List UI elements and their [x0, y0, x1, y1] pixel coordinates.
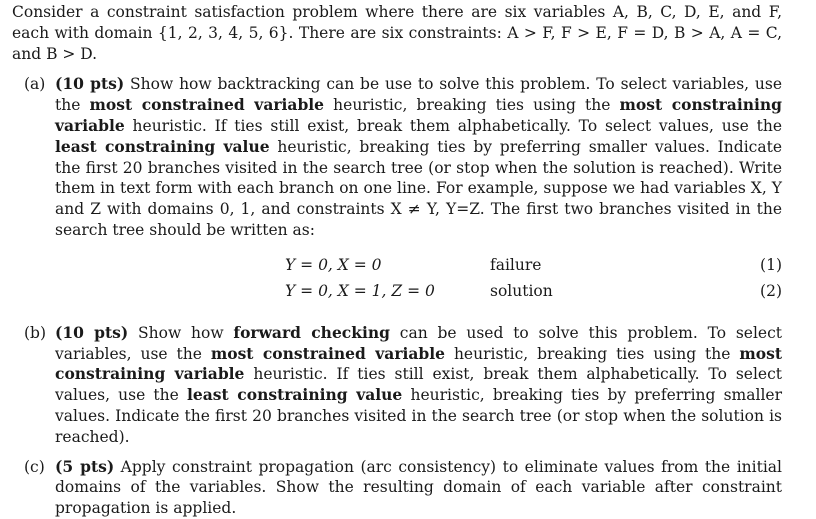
part-b-bold-1: forward checking	[233, 322, 390, 342]
part-b-bold-3: most constraining variable	[55, 343, 782, 384]
part-a-bold-2: most constraining variable	[55, 95, 783, 135]
branch-expression: Y = 0, X = 0	[285, 255, 382, 274]
part-b-bold-2: most constrained variable	[210, 343, 446, 363]
part-b-text-5: heuristic, breaking ties by preferring smaller values. Indicate the first 20 branches visited in the search tree (or stop when the solution is reached).	[55, 386, 782, 446]
part-a-bold-1: most constrained variable	[89, 95, 325, 115]
example-branches	[55, 255, 782, 307]
intro-text: Consider a constraint satisfaction problem where there are six variables A, B, C, D, E, and F, each with domain {1, 2, 3, 4, 5, 6}. There are six constraints: A > F, F > E, F = D, B > A, A = C, and B > D.	[12, 3, 782, 63]
part-c-label: (c)	[24, 457, 45, 476]
part-a-bold-3: least constraining value	[55, 136, 270, 156]
part-a-points: (10 pts)	[55, 74, 125, 94]
part-a-label: (a)	[24, 75, 46, 94]
branch-number: (1)	[760, 255, 782, 274]
part-a-text-1: Show how backtracking can be use to solve this problem. To select variables, use the	[55, 75, 783, 115]
part-b-text-4: heuristic. If ties still exist, break them alphabetically. To select values, use the	[55, 365, 782, 405]
document-page	[12, 2, 782, 519]
part-a-text-2: heuristic, breaking ties using the	[324, 96, 620, 115]
part-b	[12, 323, 782, 448]
part-b-text-1: Show how	[128, 323, 234, 342]
part-b-text-2: can be used to solve this problem. To select variables, use the	[55, 323, 782, 363]
branch-number: (2)	[760, 281, 782, 300]
part-a-text-3: heuristic. If ties still exist, break them alphabetically. To select values, use the	[124, 116, 782, 135]
part-c-text-1: Apply constraint propagation (arc consistency) to eliminate values from the initial domains of the variables. Show the resulting domain of each variable after constraint propagation is applied.	[55, 457, 782, 518]
part-b-text-3: heuristic, breaking ties using the	[445, 344, 740, 363]
branch-result: failure	[490, 255, 542, 274]
branch-result: solution	[490, 281, 553, 300]
part-b-label: (b)	[24, 323, 47, 342]
part-a	[12, 74, 782, 306]
part-c-points: (5 pts)	[55, 456, 115, 476]
branch-row	[55, 255, 782, 281]
part-b-points: (10 pts)	[55, 322, 129, 342]
part-b-bold-4: least constraining value	[186, 385, 403, 405]
part-c	[12, 457, 782, 519]
problem-intro	[12, 2, 782, 64]
part-a-text-4: heuristic, breaking ties by preferring smaller values. Indicate the first 20 branches visited in the search tree (or stop when the solution is reached). Write them in text form with each branch on one line. For example, suppose we had variables X, Y and Z with domains 0, 1, and constraints X ≠ Y, Y=Z. The first two branches visited in the search tree should be written as:	[55, 137, 782, 239]
branch-row	[55, 281, 782, 307]
branch-expression: Y = 0, X = 1, Z = 0	[285, 281, 435, 300]
